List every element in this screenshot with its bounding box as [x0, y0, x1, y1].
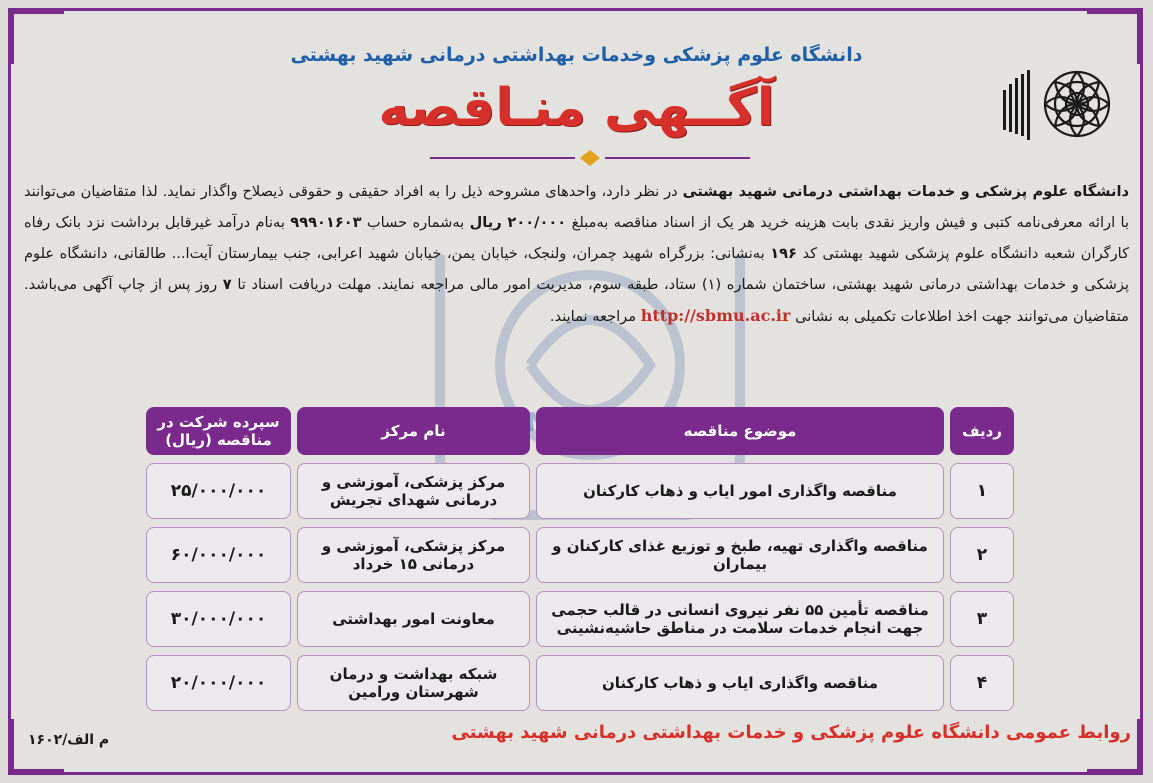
center-name: شبکه بهداشت و درمان شهرستان ورامین	[297, 655, 530, 711]
ad-code: م الف/۱۶۰۲	[28, 732, 110, 748]
header-center: نام مرکز	[297, 407, 530, 455]
university-logo-icon	[985, 42, 1125, 167]
title-ornament	[430, 150, 750, 166]
table-row	[146, 591, 1014, 647]
row-number: ۲	[950, 527, 1014, 583]
ad-body	[24, 176, 1129, 332]
header-deposit: سپرده شرکت در مناقصه (ریال)	[146, 407, 291, 455]
university-name-header: دانشگاه علوم پزشکی وخدمات بهداشتی درمانی شهید بهشتی	[290, 44, 863, 66]
body-text-part: به‌نشانی: بزرگراه شهید چمران، ولنجک، خیابان یمن، خیابان شهید اعرابی، جنب بیمارستان آیت‌ا... طالقانی، دانشگاه علوم پزشکی و خدمات بهداشتی درمانی شهید بهشتی، ساختمان شماره (۱) ستاد، طبقه سوم، مدیریت امور مالی مراجعه نمایند. مهلت دریافت اسناد تا	[24, 245, 1129, 293]
body-text-part: روز پس از چاپ آگهی می‌باشد. متقاضیان می‌توانند جهت اخذ اطلاعات تکمیلی به نشانی	[24, 276, 1129, 325]
account-number: ۹۹۹۰۱۶۰۳	[290, 214, 362, 231]
body-text-part: به‌نام درآمد غیرقابل برداشت نزد بانک رفاه کارگران شعبه دانشگاه علوم پزشکی شهید بهشتی کد	[24, 214, 1130, 262]
document-fee: ۲۰۰/۰۰۰ ریال	[469, 214, 567, 231]
deposit-amount: ۲۰/۰۰۰/۰۰۰	[146, 655, 291, 711]
university-logo	[985, 42, 1125, 167]
branch-code: ۱۹۶	[770, 245, 797, 262]
table-row	[146, 527, 1014, 583]
tender-table	[140, 399, 1020, 719]
center-name: معاونت امور بهداشتی	[297, 591, 530, 647]
tender-subject: مناقصه تأمین ۵۵ نفر نیروی انسانی در قالب حجمی جهت انجام خدمات سلامت در مناطق حاشیه‌نشینی	[536, 591, 944, 647]
center-name: مرکز پزشکی، آموزشی و درمانی شهدای تجریش	[297, 463, 530, 519]
header-row-number: ردیف	[950, 407, 1014, 455]
website-link[interactable]: http://sbmu.ac.ir	[640, 306, 791, 325]
public-relations-footer: روابط عمومی دانشگاه علوم پزشکی و خدمات بهداشتی درمانی شهید بهشتی	[451, 722, 1131, 743]
row-number: ۳	[950, 591, 1014, 647]
ad-title: آگــهی منـاقصه	[378, 78, 775, 138]
table-header-row	[146, 407, 1014, 455]
table-row	[146, 655, 1014, 711]
center-name: مرکز پزشکی، آموزشی و درمانی ۱۵ خرداد	[297, 527, 530, 583]
body-text-part: به‌شماره حساب	[366, 214, 465, 231]
header-subject: موضوع مناقصه	[536, 407, 944, 455]
table-row	[146, 463, 1014, 519]
deadline-days: ۷	[222, 276, 232, 293]
deposit-amount: ۳۰/۰۰۰/۰۰۰	[146, 591, 291, 647]
organization-name: دانشگاه علوم پزشکی و خدمات بهداشتی درمانی شهید بهشتی	[682, 183, 1130, 200]
row-number: ۴	[950, 655, 1014, 711]
tender-subject: مناقصه واگذاری امور ایاب و ذهاب کارکنان	[536, 463, 944, 519]
deposit-amount: ۶۰/۰۰۰/۰۰۰	[146, 527, 291, 583]
row-number: ۱	[950, 463, 1014, 519]
body-text-part: مراجعه نمایند.	[549, 308, 637, 325]
body-text-part: در نظر دارد، واحدهای مشروحه ذیل را به افراد حقیقی و حقوقی ذیصلاح واگذار نماید. لذا متقاضیان می‌توانند با ارائه معرفی‌نامه کتبی و فیش واریز نقدی بابت هزینه خرید هر یک از اسناد مناقصه به‌مبلغ	[24, 183, 1130, 231]
tender-subject: مناقصه واگذاری تهیه، طبخ و توزیع غذای کارکنان و بیماران	[536, 527, 944, 583]
deposit-amount: ۲۵/۰۰۰/۰۰۰	[146, 463, 291, 519]
tender-subject: مناقصه واگذاری ایاب و ذهاب کارکنان	[536, 655, 944, 711]
frame-corner	[8, 8, 64, 64]
